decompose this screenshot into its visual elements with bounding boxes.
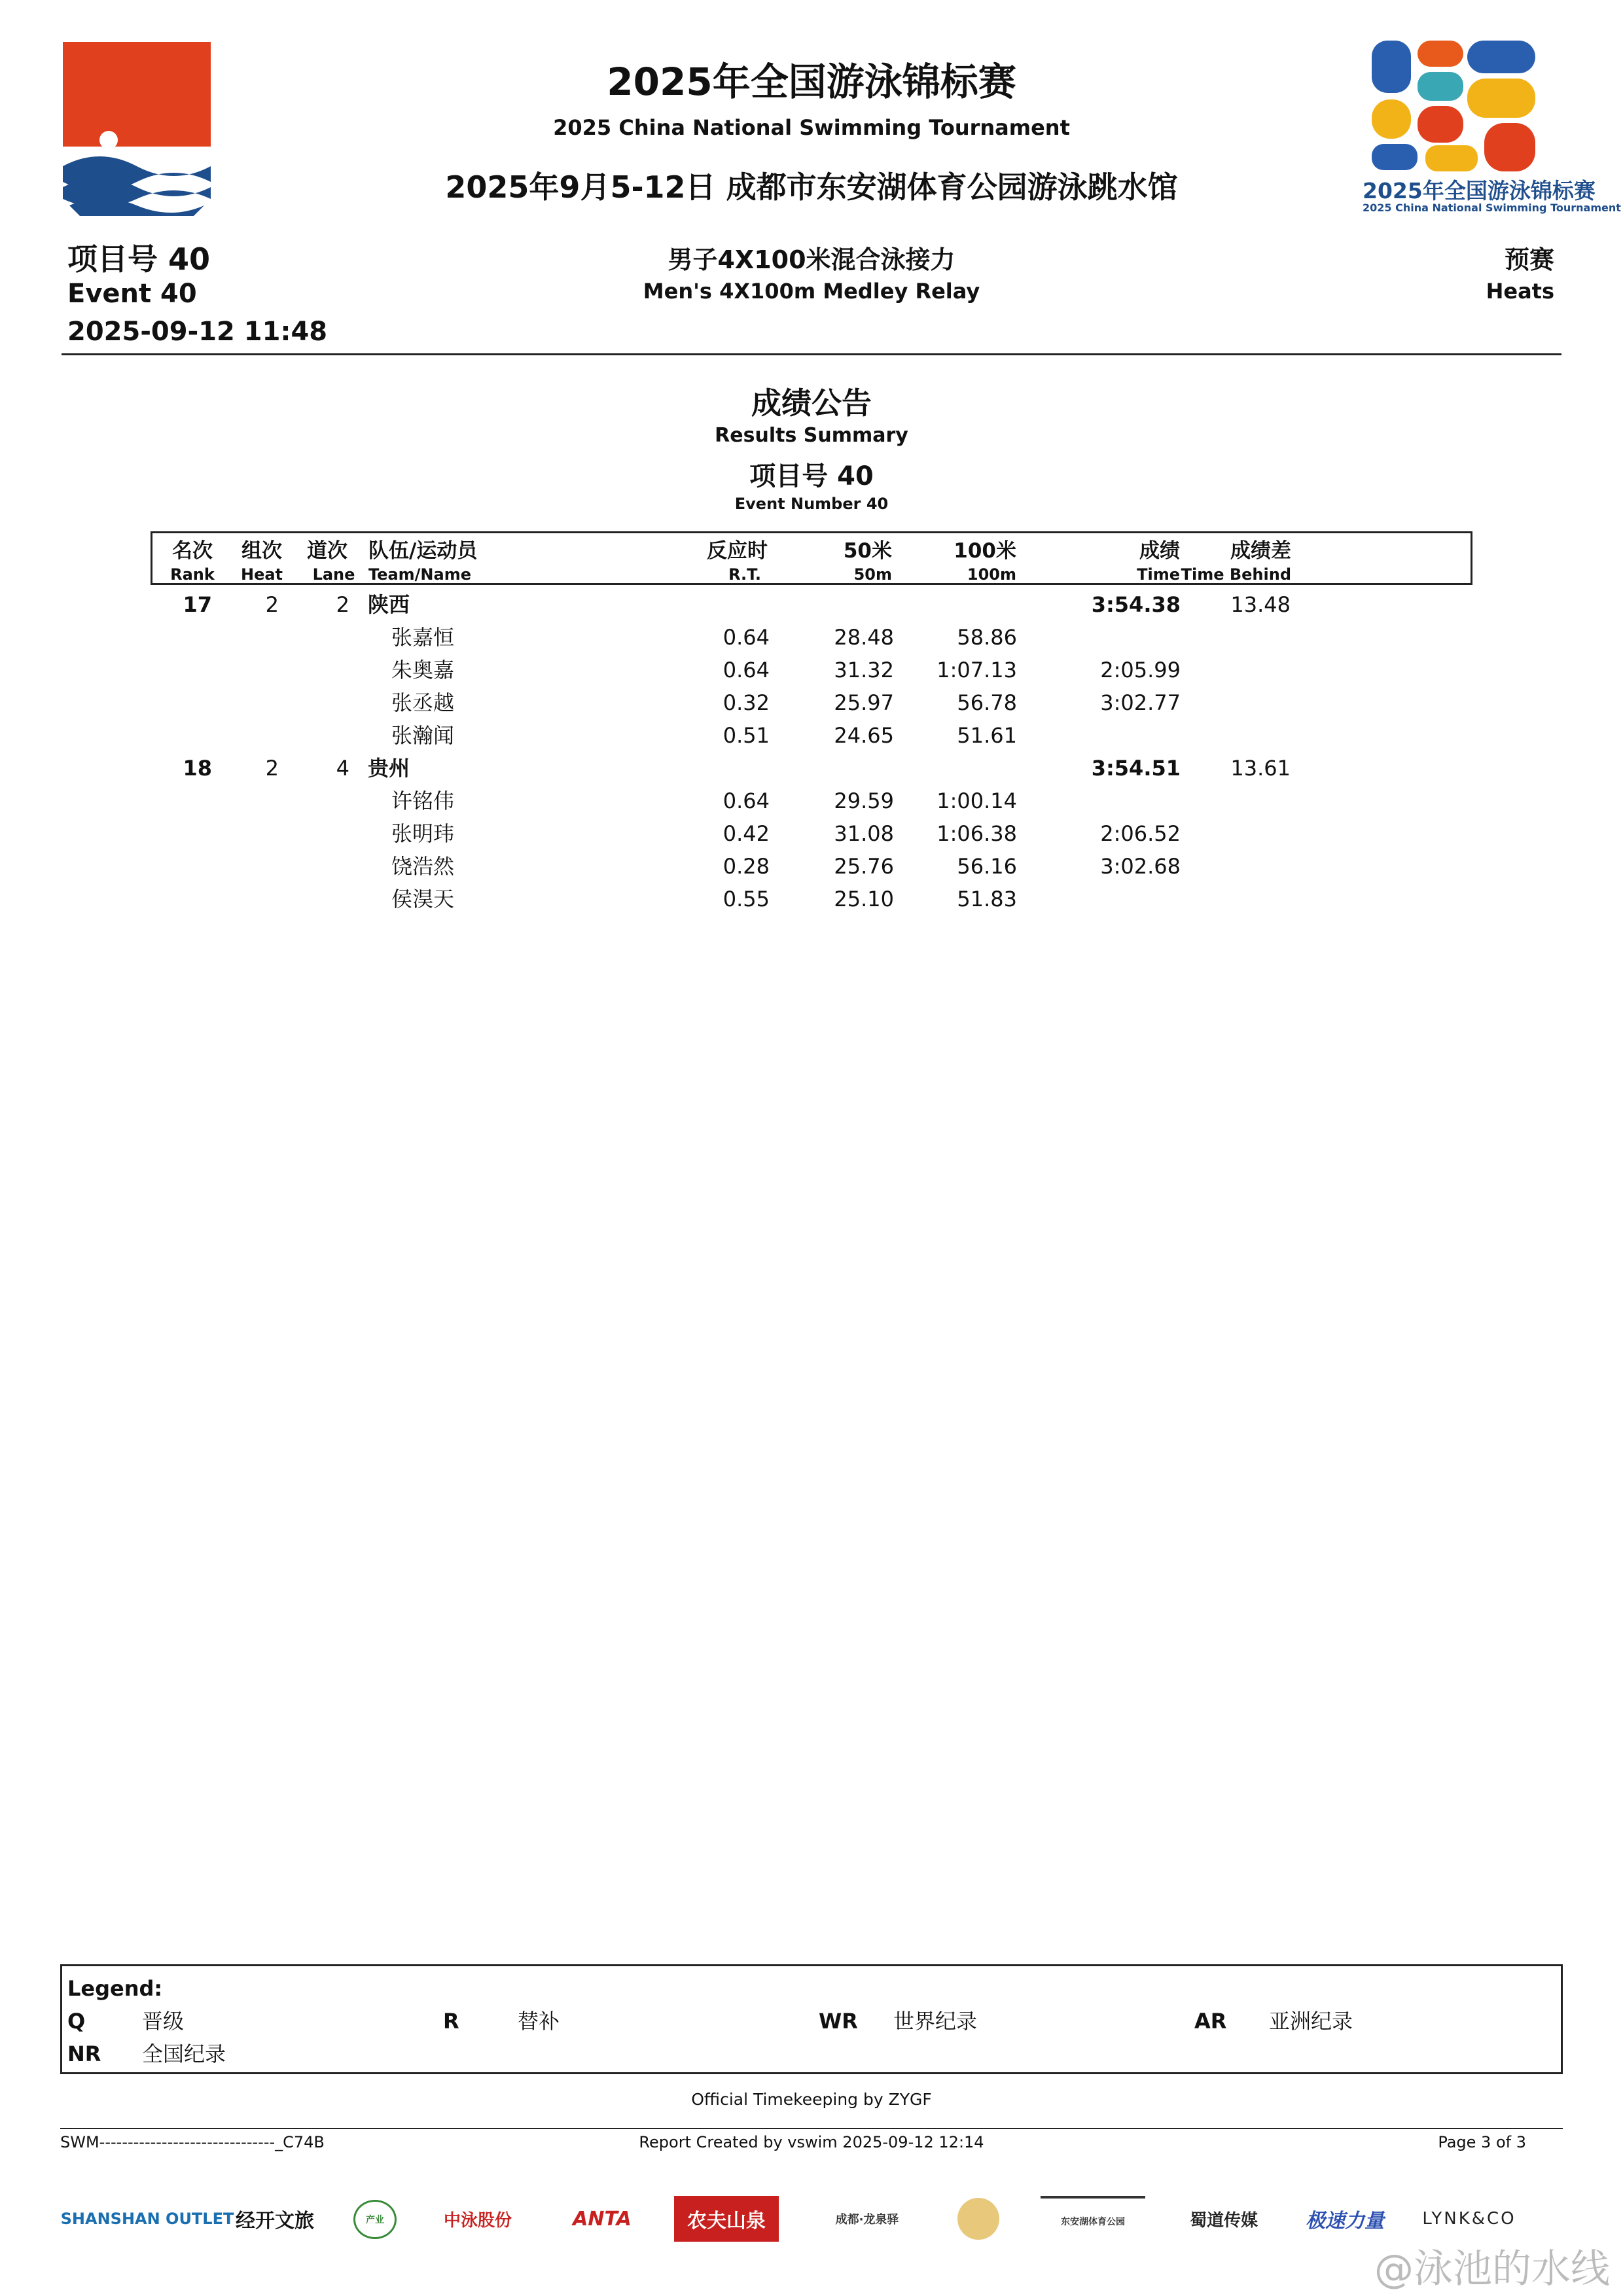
swimmer-row xyxy=(0,719,1623,752)
col-50m-cn: 50米 xyxy=(843,539,892,563)
time-behind: 13.61 xyxy=(1230,756,1291,781)
team-time: 3:54.51 xyxy=(1091,756,1181,781)
report-created: Report Created by vswim 2025-09-12 12:14 xyxy=(639,2133,984,2151)
legend-desc: 全国纪录 xyxy=(142,2041,226,2066)
split-100m: 1:07.13 xyxy=(936,658,1017,682)
summary-title-en: Results Summary xyxy=(715,424,908,447)
swimmer-row xyxy=(0,686,1623,719)
lane: 4 xyxy=(336,756,349,781)
event-number-cn: 项目号 40 xyxy=(67,241,211,277)
reaction-time: 0.64 xyxy=(722,658,770,682)
right-logo-title-cn: 2025年全国游泳锦标赛 xyxy=(1363,178,1596,203)
tournament-title-en: 2025 China National Swimming Tournament xyxy=(553,115,1070,140)
swimmer-name: 张瀚闻 xyxy=(391,723,455,748)
split-50m: 28.48 xyxy=(834,625,894,650)
swimmer-row xyxy=(0,817,1623,850)
split-100m: 1:06.38 xyxy=(936,821,1017,846)
reaction-time: 0.51 xyxy=(722,723,770,748)
phase-en: Heats xyxy=(1486,279,1554,304)
sponsor-logo: 蜀道传媒 xyxy=(1189,2210,1258,2231)
swimmer-row xyxy=(0,654,1623,686)
legend-code: AR xyxy=(1194,2009,1227,2034)
sponsor-logo: 农夫山泉 xyxy=(674,2196,779,2242)
summary-title-cn: 成绩公告 xyxy=(751,385,872,421)
time-behind: 13.48 xyxy=(1230,592,1291,617)
timekeeping-note: Official Timekeeping by ZYGF xyxy=(691,2090,932,2109)
col-lane-en: Lane xyxy=(312,565,355,584)
col-rank-en: Rank xyxy=(170,565,215,584)
page-number: Page 3 of 3 xyxy=(1438,2133,1526,2151)
col-50m-en: 50m xyxy=(853,565,892,584)
reaction-time: 0.64 xyxy=(722,625,770,650)
venue-date: 2025年9月5-12日 成都市东安湖体育公园游泳跳水馆 xyxy=(445,169,1178,205)
swimmer-name: 张明玮 xyxy=(391,821,455,846)
sponsor-logo: 成都·龙泉驿 xyxy=(835,2213,899,2227)
col-team-en: Team/Name xyxy=(368,565,471,584)
col-heat-en: Heat xyxy=(240,565,283,584)
summary-event-number-cn: 项目号 40 xyxy=(749,461,874,491)
cumulative-split: 3:02.77 xyxy=(1100,690,1181,715)
split-100m: 58.86 xyxy=(957,625,1017,650)
swimmer-name: 张嘉恒 xyxy=(391,625,455,650)
reaction-time: 0.42 xyxy=(722,821,770,846)
split-50m: 25.76 xyxy=(834,854,894,879)
split-100m: 56.78 xyxy=(957,690,1017,715)
team-name: 贵州 xyxy=(368,756,410,781)
legend-code: R xyxy=(443,2009,459,2034)
col-rt-en: R.T. xyxy=(728,565,761,584)
report-code: SWM-------------------------------_C74B xyxy=(60,2133,325,2151)
col-time-cn: 成绩 xyxy=(1139,539,1180,563)
sponsor-strip xyxy=(60,2196,1525,2242)
reaction-time: 0.28 xyxy=(722,854,770,879)
legend-title: Legend: xyxy=(67,1976,163,2001)
sponsor-logo: 中泳股份 xyxy=(443,2210,512,2231)
team-row xyxy=(0,588,1623,621)
footer-divider xyxy=(60,2128,1563,2129)
rank: 17 xyxy=(183,592,212,617)
legend-desc: 替补 xyxy=(518,2009,560,2034)
right-logo xyxy=(1363,41,1621,217)
legend-code: Q xyxy=(67,2009,86,2034)
swimmer-name: 侯淏天 xyxy=(391,887,455,911)
reaction-time: 0.32 xyxy=(722,690,770,715)
col-100m-cn: 100米 xyxy=(954,539,1016,563)
right-logo-title-en: 2025 China National Swimming Tournament xyxy=(1363,202,1621,214)
sponsor-logo: 产业 xyxy=(353,2200,397,2239)
lane: 2 xyxy=(336,592,349,617)
swimmer-name: 朱奥嘉 xyxy=(391,658,455,682)
col-team-cn: 队伍/运动员 xyxy=(368,539,478,563)
split-50m: 24.65 xyxy=(834,723,894,748)
col-100m-en: 100m xyxy=(967,565,1016,584)
event-name-en: Men's 4X100m Medley Relay xyxy=(643,279,980,304)
heat: 2 xyxy=(265,756,279,781)
event-number-en: Event 40 xyxy=(67,279,197,309)
col-behind-cn: 成绩差 xyxy=(1230,539,1291,563)
watermark: @泳池的水线 xyxy=(1374,2246,1610,2292)
split-50m: 25.97 xyxy=(834,690,894,715)
sponsor-logo: 经开文旅 xyxy=(236,2210,314,2233)
sponsor-logo: LYNK&CO xyxy=(1422,2209,1516,2229)
swimmer-name: 张丞越 xyxy=(391,690,455,715)
legend-desc: 晋级 xyxy=(142,2009,185,2034)
cumulative-split: 2:05.99 xyxy=(1100,658,1181,682)
swimmer-name: 饶浩然 xyxy=(391,854,455,879)
col-lane-cn: 道次 xyxy=(307,539,348,563)
swimmer-name: 许铭伟 xyxy=(391,788,455,813)
legend-desc: 世界纪录 xyxy=(893,2009,978,2034)
legend-code: NR xyxy=(67,2041,101,2066)
summary-event-number-en: Event Number 40 xyxy=(734,495,889,513)
split-100m: 51.83 xyxy=(957,887,1017,911)
event-datetime: 2025-09-12 11:48 xyxy=(67,317,328,347)
split-50m: 25.10 xyxy=(834,887,894,911)
col-rank-cn: 名次 xyxy=(172,539,213,563)
sponsor-logo: 东安湖体育公园 xyxy=(1041,2196,1145,2244)
sponsor-logo: SHANSHAN OUTLET xyxy=(60,2210,234,2228)
swimmer-row xyxy=(0,621,1623,654)
team-name: 陕西 xyxy=(368,592,410,617)
sponsor-logo: 极速力量 xyxy=(1306,2210,1384,2233)
rank: 18 xyxy=(183,756,212,781)
col-heat-cn: 组次 xyxy=(241,539,282,563)
col-behind-en: Time Behind xyxy=(1181,565,1291,584)
legend-box xyxy=(60,1964,1563,2074)
sponsor-emblem-icon xyxy=(957,2198,999,2240)
sponsor-logo xyxy=(955,2196,1001,2242)
phase-cn: 预赛 xyxy=(1504,245,1554,274)
heat: 2 xyxy=(265,592,279,617)
tournament-title-cn: 2025年全国游泳锦标赛 xyxy=(607,60,1016,104)
reaction-time: 0.55 xyxy=(722,887,770,911)
event-name-cn: 男子4X100米混合泳接力 xyxy=(668,245,955,274)
legend-desc: 亚洲纪录 xyxy=(1269,2009,1353,2034)
swimmer-row xyxy=(0,785,1623,817)
col-time-en: Time xyxy=(1137,565,1180,584)
col-rt-cn: 反应时 xyxy=(707,539,768,563)
split-100m: 56.16 xyxy=(957,854,1017,879)
cumulative-split: 2:06.52 xyxy=(1100,821,1181,846)
results-table-header xyxy=(151,531,1472,585)
split-100m: 51.61 xyxy=(957,723,1017,748)
split-100m: 1:00.14 xyxy=(936,788,1017,813)
split-50m: 31.08 xyxy=(834,821,894,846)
header-divider xyxy=(62,353,1561,355)
swimmer-row xyxy=(0,883,1623,915)
team-time: 3:54.38 xyxy=(1091,592,1181,617)
cumulative-split: 3:02.68 xyxy=(1100,854,1181,879)
split-50m: 31.32 xyxy=(834,658,894,682)
legend-code: WR xyxy=(819,2009,858,2034)
sponsor-logo: ANTA xyxy=(573,2207,632,2231)
split-50m: 29.59 xyxy=(834,788,894,813)
swimmer-row xyxy=(0,850,1623,883)
team-row xyxy=(0,752,1623,785)
reaction-time: 0.64 xyxy=(722,788,770,813)
